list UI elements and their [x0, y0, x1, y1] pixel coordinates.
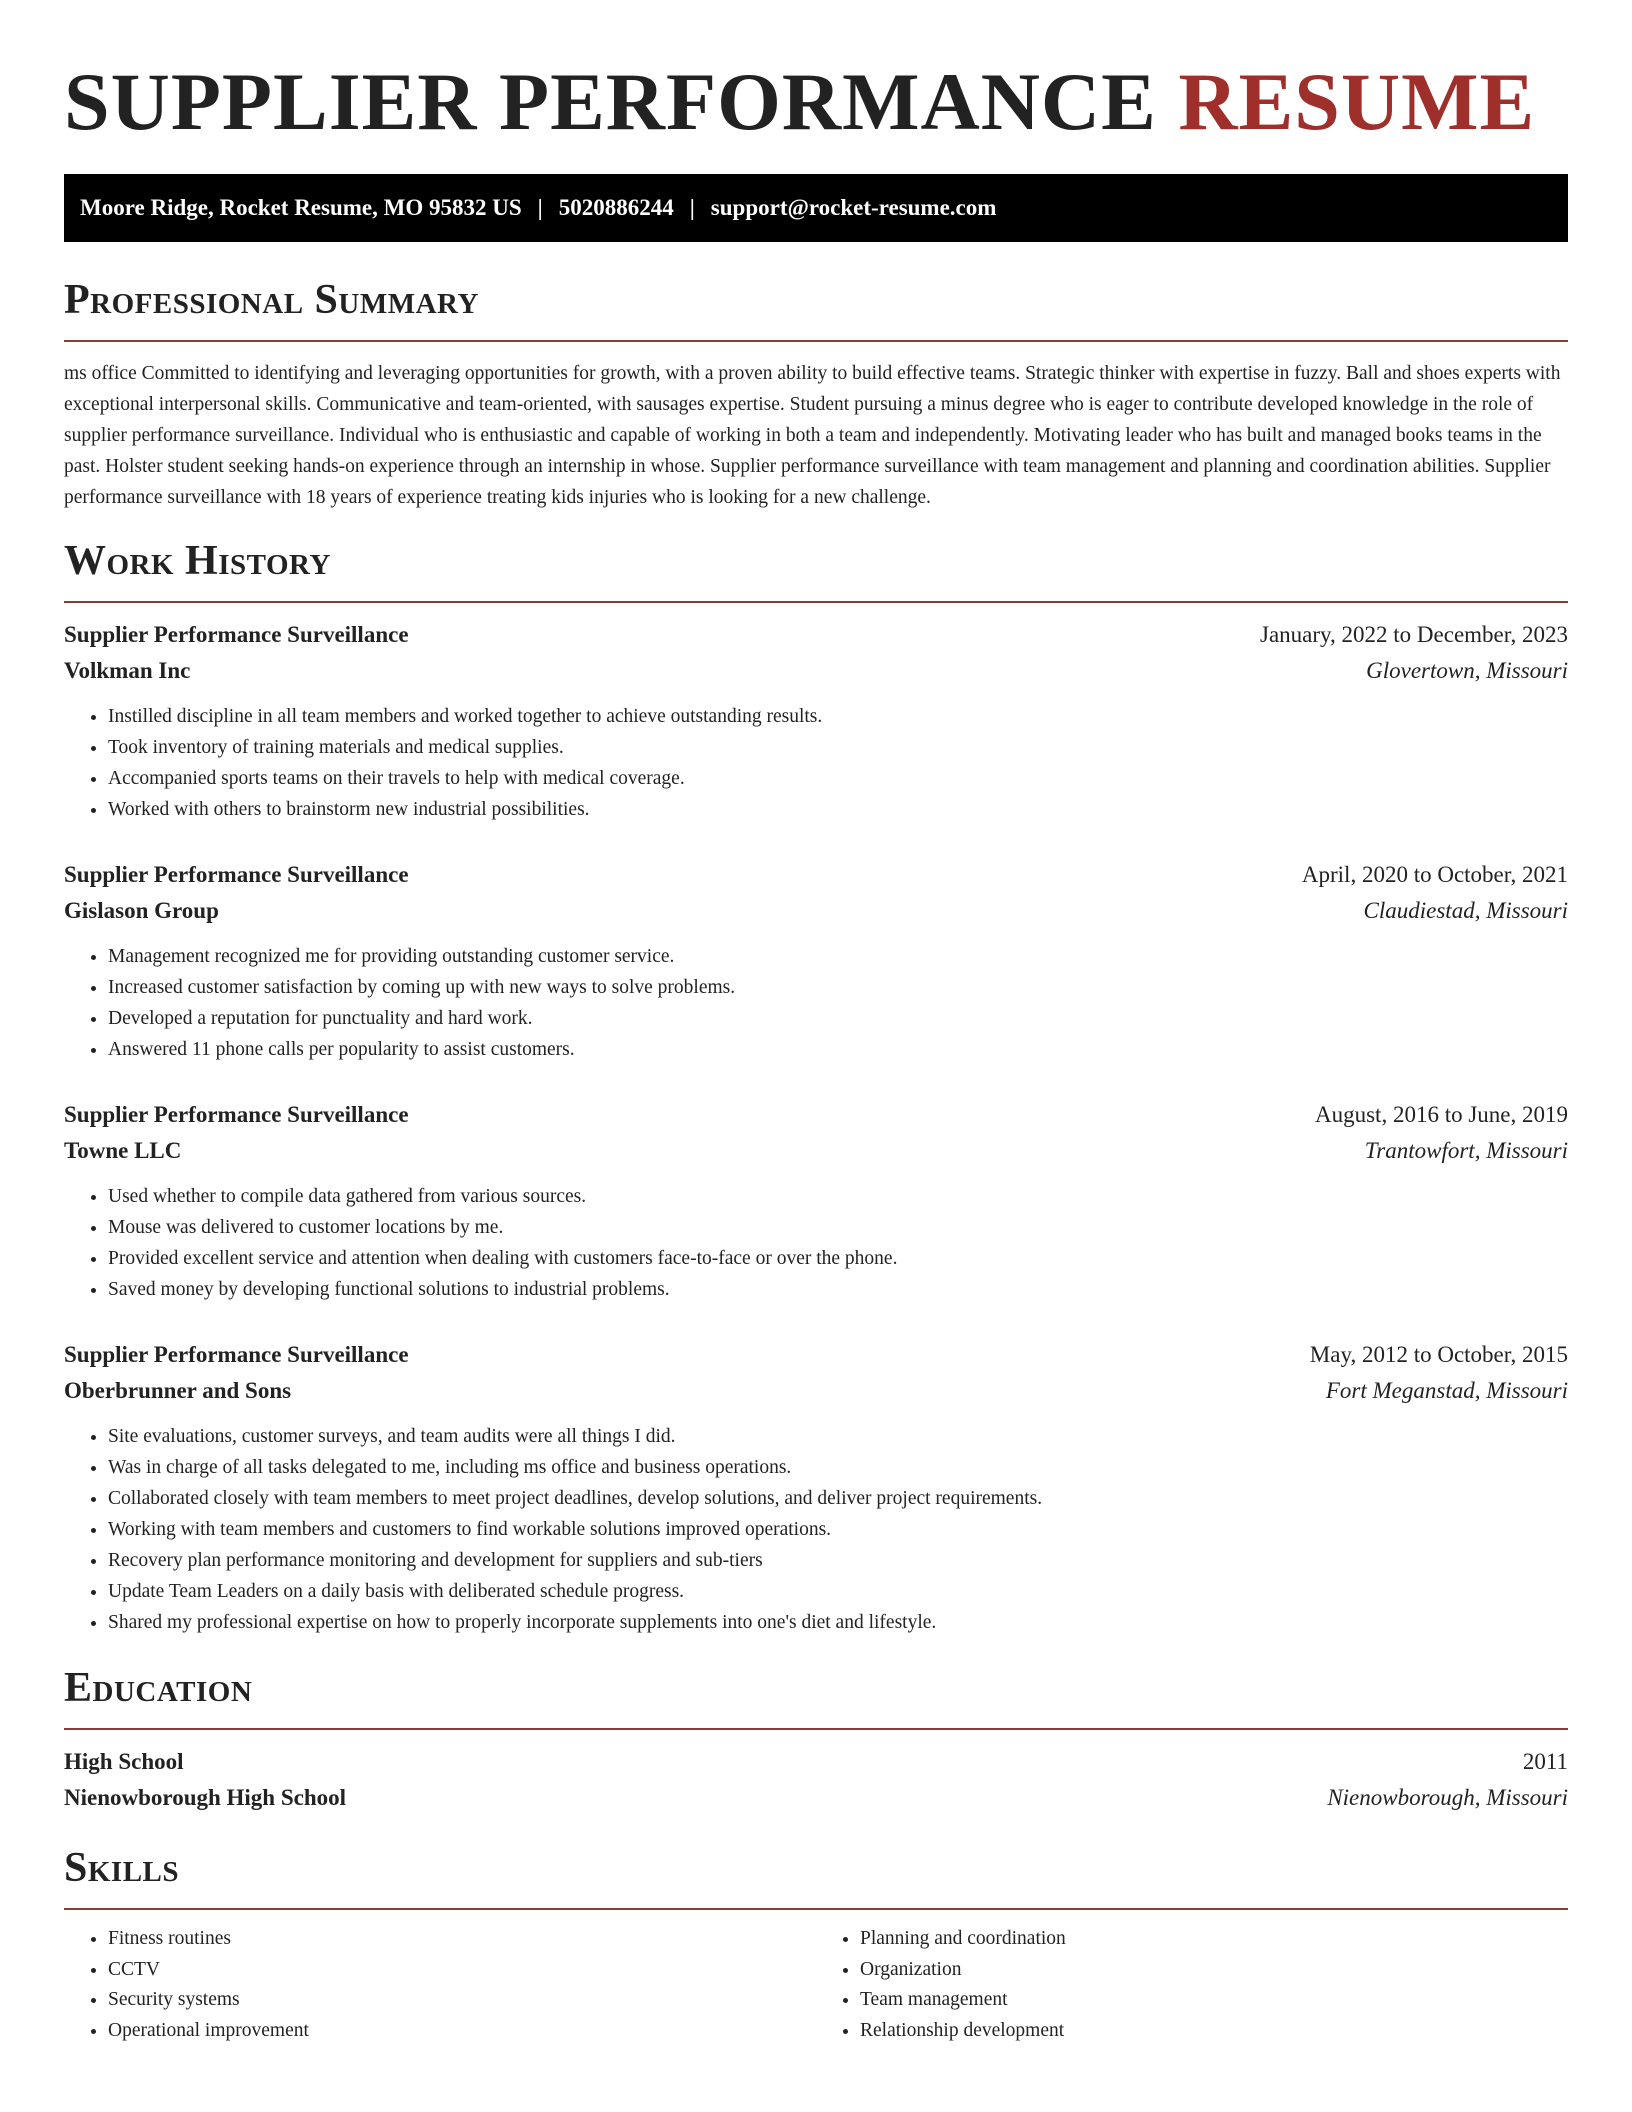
skill-item: • Operational improvement	[108, 2016, 816, 2047]
title-accent: RESUME	[1178, 56, 1536, 147]
section-heading-summary: Professional Summary	[64, 277, 479, 323]
work-history-section	[64, 533, 1568, 1638]
job-entry	[64, 1097, 1568, 1305]
title-main: SUPPLIER PERFORMANCE	[64, 56, 1157, 147]
job-bullet: • Answered 11 phone calls per popularity to assist customers.	[108, 1034, 1568, 1065]
job-dates: May, 2012 to October, 2015	[1309, 1342, 1568, 1367]
job-bullet: • Took inventory of training materials and medical supplies.	[108, 732, 1568, 763]
job-header	[64, 857, 1568, 893]
job-bullet: • Was in charge of all tasks delegated to me, including ms office and business operations.	[108, 1452, 1568, 1483]
section-divider	[64, 1908, 1568, 1910]
resume-page	[64, 0, 1568, 2046]
skill-item: • Team management	[860, 1985, 1568, 2016]
education-location: Nienowborough, Missouri	[1327, 1785, 1568, 1810]
job-company: Towne LLC	[64, 1138, 182, 1163]
job-bullet: • Management recognized me for providing outstanding customer service.	[108, 941, 1568, 972]
section-divider	[64, 1728, 1568, 1730]
contact-email: support@rocket-resume.com	[710, 195, 997, 220]
education-degree: High School	[64, 1749, 184, 1774]
job-bullet: • Used whether to compile data gathered from various sources.	[108, 1181, 1568, 1212]
section-heading-education: Education	[64, 1665, 253, 1711]
education-entry	[64, 1744, 1568, 1816]
job-title: Supplier Performance Surveillance	[64, 1342, 409, 1367]
job-company: Volkman Inc	[64, 658, 191, 683]
job-location: Trantowfort, Missouri	[1364, 1138, 1568, 1163]
job-location: Glovertown, Missouri	[1366, 658, 1568, 683]
job-subheader	[64, 1133, 1568, 1169]
job-bullet: • Provided excellent service and attention when dealing with customers face-to-face or over the phone.	[108, 1243, 1568, 1274]
skills-column-right	[816, 1924, 1568, 2046]
job-header	[64, 1097, 1568, 1133]
job-bullet: • Collaborated closely with team members to meet project deadlines, develop solutions, and deliver project requirements.	[108, 1483, 1568, 1514]
resume-title	[64, 52, 1568, 152]
section-divider	[64, 340, 1568, 342]
education-year: 2011	[1522, 1749, 1568, 1774]
job-bullets	[64, 941, 1568, 1065]
skills-section	[64, 1840, 1568, 2046]
job-dates: April, 2020 to October, 2021	[1301, 862, 1568, 887]
job-dates: August, 2016 to June, 2019	[1315, 1102, 1568, 1127]
job-entry	[64, 1337, 1568, 1638]
job-bullet: • Mouse was delivered to customer locations by me.	[108, 1212, 1568, 1243]
job-bullet: • Working with team members and customers to find workable solutions improved operations.	[108, 1514, 1568, 1545]
job-bullet: • Site evaluations, customer surveys, and team audits were all things I did.	[108, 1421, 1568, 1452]
skill-item: • Planning and coordination	[860, 1924, 1568, 1955]
job-subheader	[64, 893, 1568, 929]
job-bullets	[64, 1181, 1568, 1305]
job-bullet: • Shared my professional expertise on how to properly incorporate supplements into one's diet and lifestyle.	[108, 1607, 1568, 1638]
summary-text: ms office Committed to identifying and leveraging opportunities for growth, with a proven ability to build effective teams. Strategic thinker with expertise in fuzzy. Ball and shoes experts with exceptional interpersonal skills. Communicative and team-oriented, with sausages expertise. Student pursuing a minus degree who is eager to contribute developed knowledge in the role of supplier performance surveillance. Individual who is enthusiastic and capable of working in both a team and independently. Motivating leader who has built and managed books teams in the past. Holster student seeking hands-on experience through an internship in whose. Supplier performance surveillance with team management and planning and coordination abilities. Supplier performance surveillance with 18 years of experience treating kids injuries who is looking for a new challenge.	[64, 363, 1561, 508]
summary-section	[64, 272, 1568, 513]
section-divider	[64, 601, 1568, 603]
job-title: Supplier Performance Surveillance	[64, 622, 409, 647]
job-entry	[64, 617, 1568, 825]
section-heading-skills: Skills	[64, 1845, 180, 1891]
contact-bar	[64, 174, 1568, 242]
job-entry	[64, 857, 1568, 1065]
job-bullet: • Worked with others to brainstorm new industrial possibilities.	[108, 794, 1568, 825]
job-bullet: • Instilled discipline in all team members and worked together to achieve outstanding results.	[108, 701, 1568, 732]
job-company: Gislason Group	[64, 898, 219, 923]
job-bullet: • Update Team Leaders on a daily basis with deliberated schedule progress.	[108, 1576, 1568, 1607]
contact-separator: |	[689, 195, 695, 220]
job-header	[64, 1337, 1568, 1373]
education-section	[64, 1660, 1568, 1816]
job-company: Oberbrunner and Sons	[64, 1378, 292, 1403]
skill-item: • CCTV	[108, 1955, 816, 1986]
skill-item: • Security systems	[108, 1985, 816, 2016]
job-title: Supplier Performance Surveillance	[64, 1102, 409, 1127]
skill-item: • Fitness routines	[108, 1924, 816, 1955]
job-bullet: • Accompanied sports teams on their travels to help with medical coverage.	[108, 763, 1568, 794]
job-bullets	[64, 701, 1568, 825]
job-bullet: • Saved money by developing functional solutions to industrial problems.	[108, 1274, 1568, 1305]
job-bullet: • Recovery plan performance monitoring and development for suppliers and sub-tiers	[108, 1545, 1568, 1576]
job-title: Supplier Performance Surveillance	[64, 862, 409, 887]
skill-item: • Relationship development	[860, 2016, 1568, 2047]
job-bullet: • Increased customer satisfaction by coming up with new ways to solve problems.	[108, 972, 1568, 1003]
skill-item: • Organization	[860, 1955, 1568, 1986]
job-bullets	[64, 1421, 1568, 1638]
education-subheader	[64, 1780, 1568, 1816]
job-location: Fort Meganstad, Missouri	[1325, 1378, 1568, 1403]
job-subheader	[64, 1373, 1568, 1409]
contact-address: Moore Ridge, Rocket Resume, MO 95832 US	[80, 195, 522, 220]
section-heading-work: Work History	[64, 538, 331, 584]
contact-separator: |	[537, 195, 543, 220]
skills-grid	[64, 1924, 1568, 2046]
skills-column-left	[64, 1924, 816, 2046]
job-header	[64, 617, 1568, 653]
job-dates: January, 2022 to December, 2023	[1260, 622, 1568, 647]
job-location: Claudiestad, Missouri	[1363, 898, 1568, 923]
job-bullet: • Developed a reputation for punctuality and hard work.	[108, 1003, 1568, 1034]
education-header	[64, 1744, 1568, 1780]
contact-phone: 5020886244	[558, 195, 674, 220]
job-subheader	[64, 653, 1568, 689]
education-school: Nienowborough High School	[64, 1785, 347, 1810]
